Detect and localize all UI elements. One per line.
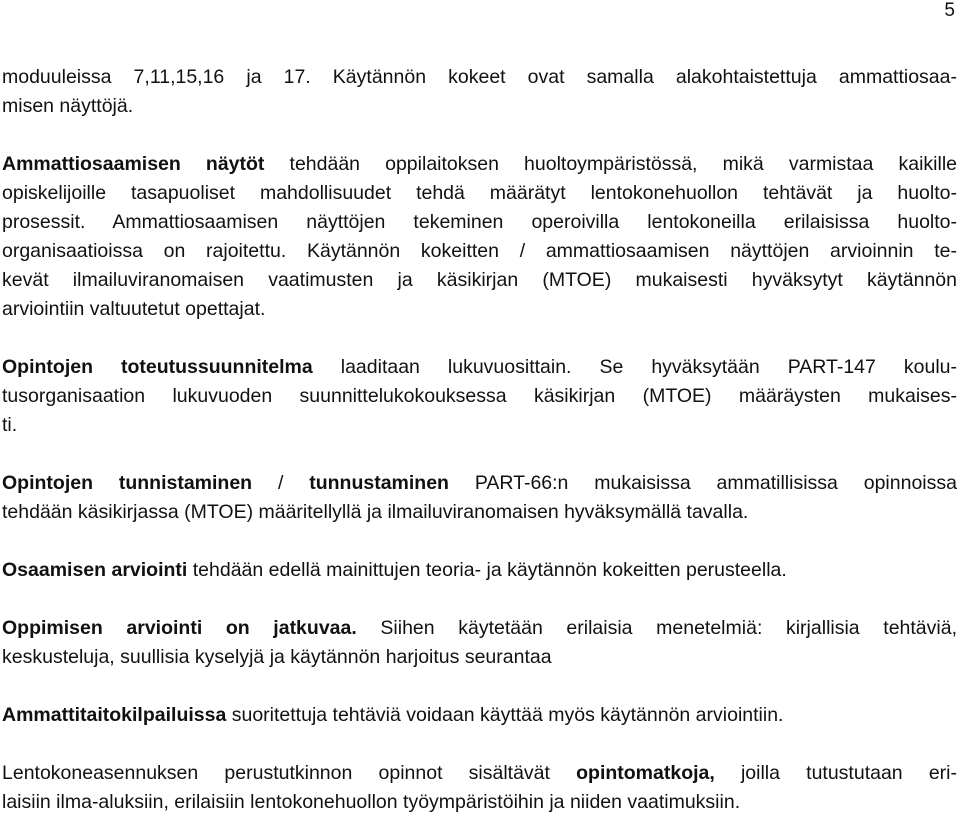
text-segment: laisiin ilma-aluksiin, erilaisiin lentokonehuollon työympäristöihin ja niiden vaatimuksiin. [2,791,741,813]
text-line [2,469,957,498]
text-segment: tehdään käsikirjassa (MTOE) määritellyllä ja ilmailuviranomaisen hyväksymällä tavalla. [2,501,749,523]
paragraph [2,759,957,817]
text-segment: moduuleissa 7,11,15,16 ja 17. Käytännön kokeet ovat samalla alakohtaistettuja ammattiosaa- [2,66,957,88]
text-segment: kevät ilmailuviranomaisen vaatimusten ja käsikirjan (MTOE) mukaisesti hyväksytyt käytännön [2,269,957,291]
text-line [2,701,957,730]
text-line [2,237,957,266]
text-line [2,643,957,672]
text-segment: PART-66:n mukaisissa ammatillisissa opinnoissa [448,472,957,494]
page-number: 5 [944,0,955,21]
text-line [2,295,957,324]
paragraph [2,469,957,527]
text-line [2,556,957,585]
bold-term: Osaamisen arviointi [2,559,188,581]
text-line [2,63,957,92]
bold-term: Ammattitaitokilpailuissa [2,704,227,726]
text-segment: Lentokoneasennuksen perustutkinnon opinnot sisältävät [2,762,577,784]
text-line [2,382,957,411]
text-line [2,614,957,643]
text-segment: tehdään oppilaitoksen huoltoympäristössä, mikä varmistaa kaikille [264,153,957,175]
text-line [2,759,957,788]
paragraph [2,614,957,672]
text-line [2,150,957,179]
text-line [2,498,957,527]
text-segment: laaditaan lukuvuosittain. Se hyväksytään PART-147 koulu- [312,356,957,378]
text-segment: suoritettuja tehtäviä voidaan käyttää myös käytännön arviointiin. [226,704,784,726]
paragraph [2,63,957,121]
text-line [2,92,957,121]
paragraph [2,150,957,324]
paragraph [2,353,957,440]
text-segment: / [252,472,310,494]
text-line [2,353,957,382]
text-line [2,788,957,817]
bold-term: Ammattiosaamisen näytöt [2,153,265,175]
text-segment: keskusteluja, suullisia kyselyjä ja käytännön harjoitus seurantaa [2,646,552,668]
text-segment: misen näyttöjä. [2,95,134,117]
bold-term: Opintojen toteutussuunnitelma [2,356,313,378]
text-line [2,179,957,208]
text-segment: Siihen käytetään erilaisia menetelmiä: kirjallisia tehtäviä, [356,617,957,639]
bold-term: Oppimisen arviointi on jatkuvaa. [2,617,357,639]
bold-term: Opintojen tunnistaminen [2,472,253,494]
text-segment: arviointiin valtuutetut opettajat. [2,298,266,320]
paragraph [2,556,957,585]
text-segment: joilla tutustutaan eri- [714,762,957,784]
text-segment: tehdään edellä mainittujen teoria- ja käytännön kokeitten perusteella. [187,559,787,581]
text-segment: organisaatioissa on rajoitettu. Käytännön kokeitten / ammattiosaamisen näyttöjen arvioinnin te- [2,240,957,262]
text-segment: tusorganisaation lukuvuoden suunnittelukokouksessa käsikirjan (MTOE) määräysten mukaises- [2,385,957,407]
text-line [2,266,957,295]
bold-term: opintomatkoja, [576,762,715,784]
text-segment: prosessit. Ammattiosaamisen näyttöjen tekeminen operoivilla lentokoneilla erilaisissa huolto- [2,211,957,233]
text-segment: ti. [2,414,18,436]
text-line [2,411,957,440]
bold-term: tunnustaminen [309,472,449,494]
document-body [2,63,957,817]
text-segment: opiskelijoille tasapuoliset mahdollisuudet tehdä määrätyt lentokonehuollon tehtävät ja huolto- [2,182,957,204]
text-line [2,208,957,237]
paragraph [2,701,957,730]
